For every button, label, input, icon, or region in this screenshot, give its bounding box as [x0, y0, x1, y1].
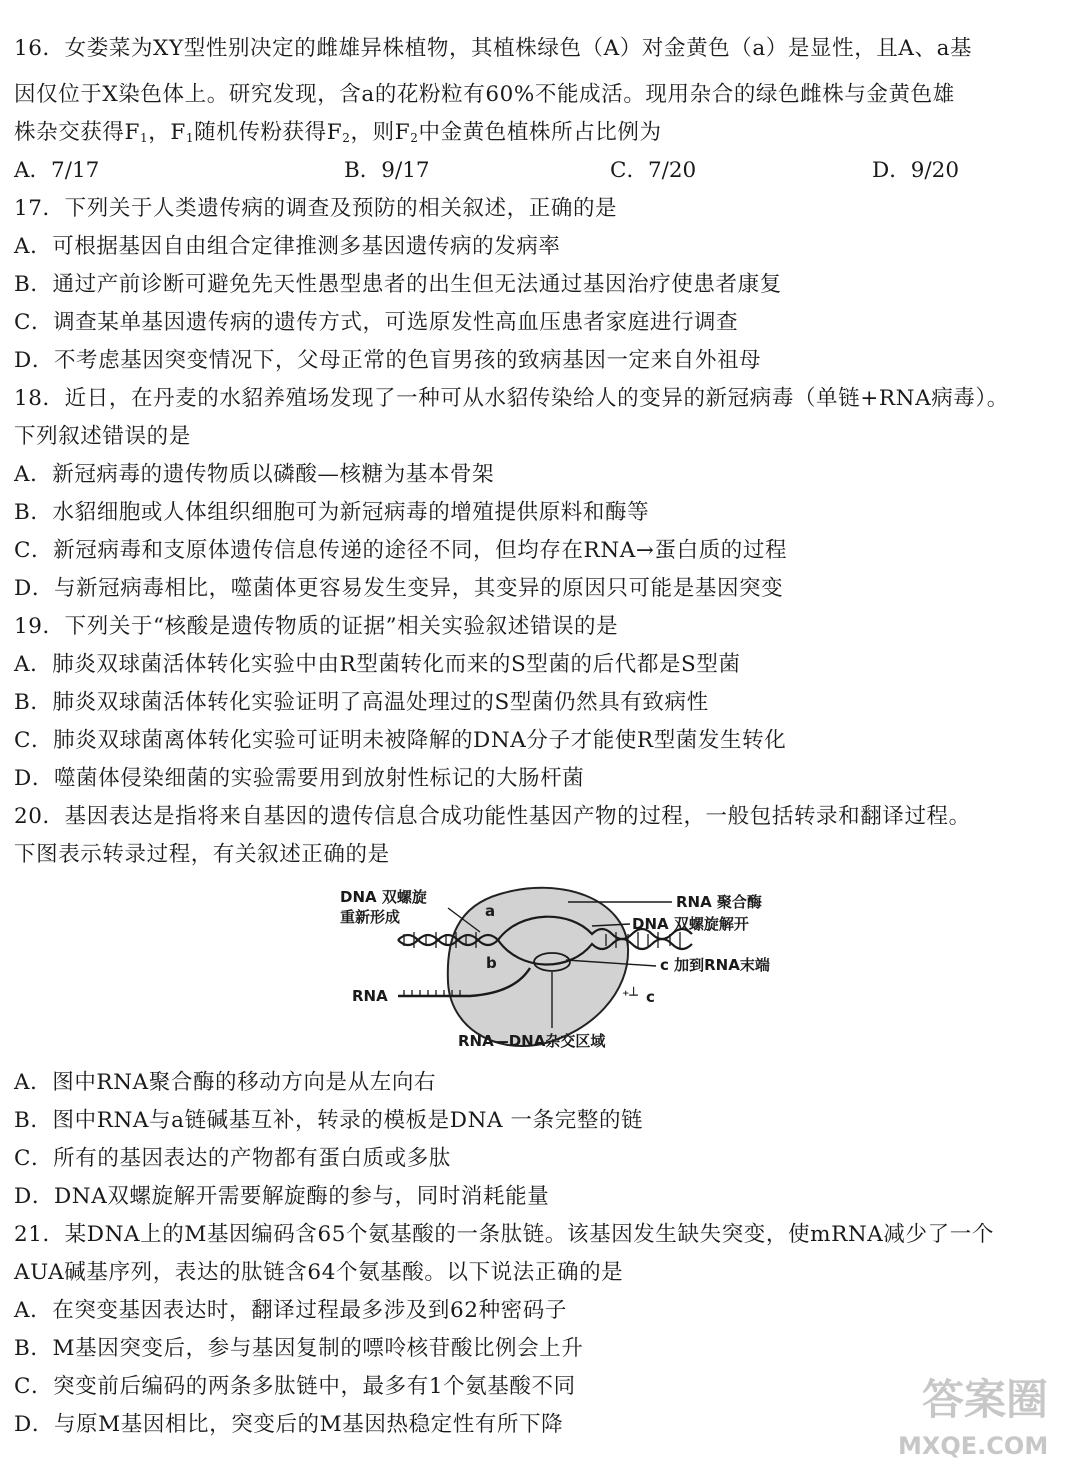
q16-option-a: A．7/17 [14, 158, 100, 183]
label-dna-reform-1: DNA 双螺旋 [340, 888, 427, 906]
q20-stem-line-1: 20．基因表达是指将来自基因的遗传信息合成功能性基因产物的过程，一般包括转录和翻译过程。 [14, 804, 971, 829]
q21-option-d: D．与原M基因相比，突变后的M基因热稳定性有所下降 [14, 1412, 564, 1437]
label-rna: RNA [352, 987, 388, 1005]
q19-option-b: B．肺炎双球菌活体转化实验证明了高温处理过的S型菌仍然具有致病性 [14, 690, 709, 715]
q18-stem-line-2: 下列叙述错误的是 [14, 424, 191, 449]
q20-option-d: D．DNA双螺旋解开需要解旋酶的参与，同时消耗能量 [14, 1184, 550, 1209]
label-c-added: c 加到RNA末端 [660, 956, 770, 974]
q17-stem: 17．下列关于人类遗传病的调查及预防的相关叙述，正确的是 [14, 196, 618, 221]
q21-stem-line-1: 21．某DNA上的M基因编码含65个氨基酸的一条肽链。该基因发生缺失突变，使mRNA减少了一个 [14, 1222, 994, 1247]
q20-option-a: A．图中RNA聚合酶的移动方向是从左向右 [14, 1070, 437, 1095]
q21-option-b: B．M基因突变后，参与基因复制的嘌呤核苷酸比例会上升 [14, 1336, 584, 1361]
q19-option-a: A．肺炎双球菌活体转化实验中由R型菌转化而来的S型菌的后代都是S型菌 [14, 652, 741, 677]
q16-option-b: B．9/17 [344, 158, 430, 183]
q21-option-a: A．在突变基因表达时，翻译过程最多涉及到62种密码子 [14, 1298, 567, 1323]
q17-option-a: A．可根据基因自由组合定律推测多基因遗传病的发病率 [14, 234, 561, 259]
q20-stem-line-2: 下图表示转录过程，有关叙述正确的是 [14, 842, 390, 867]
q19-option-d: D．噬菌体侵染细菌的实验需要用到放射性标记的大肠杆菌 [14, 766, 585, 791]
q17-option-d: D．不考虑基因突变情况下，父母正常的色盲男孩的致病基因一定来自外祖母 [14, 348, 762, 373]
q19-stem: 19．下列关于“核酸是遗传物质的证据”相关实验叙述错误的是 [14, 614, 619, 639]
transcription-diagram [330, 880, 840, 1052]
q20-option-b: B．图中RNA与a链碱基互补，转录的模板是DNA 一条完整的链 [14, 1108, 644, 1133]
q16-stem-line-3: 株杂交获得$F_1$，$F_1$随机传粉获得$F_2$，则$F_2$中金黄色植株所占比例为 [14, 120, 662, 145]
q16-option-c: C．7/20 [610, 158, 697, 183]
q18-stem-line-1: 18．近日，在丹麦的水貂养殖场发现了一种可从水貂传染给人的变异的新冠病毒（单链+RNA病毒）。 [14, 386, 1009, 411]
q16-stem-line-2: 因仅位于X染色体上。研究发现，含a的花粉粒有60%不能成活。现用杂合的绿色雌株与金黄色雄 [14, 82, 955, 107]
q18-option-b: B．水貂细胞或人体组织细胞可为新冠病毒的增殖提供原料和酶等 [14, 500, 650, 525]
q16-options [14, 152, 1070, 190]
label-hybrid-region: RNA—DNA杂交区域 [458, 1032, 606, 1050]
label-a: a [485, 902, 496, 920]
label-b: b [486, 954, 497, 972]
label-c: c [646, 988, 655, 1006]
q20-option-c: C．所有的基因表达的产物都有蛋白质或多肽 [14, 1146, 451, 1171]
nucleotide-c-icon: ⁺┴ [622, 988, 638, 1004]
q17-option-b: B．通过产前诊断可避免先天性愚型患者的出生但无法通过基因治疗使患者康复 [14, 272, 782, 297]
label-dna-reform-2: 重新形成 [340, 908, 401, 926]
q16-option-d: D．9/20 [872, 158, 960, 183]
q18-option-c: C．新冠病毒和支原体遗传信息传递的途径不同，但均存在RNA→蛋白质的过程 [14, 538, 788, 563]
watermark-url: MXQE.COM [898, 1432, 1049, 1460]
watermark-logo [892, 1362, 1072, 1462]
q16-stem-line-1: 16．女娄菜为XY型性别决定的雌雄异株植物，其植株绿色（A）对金黄色（a）是显性，且A、a基 [14, 36, 973, 61]
q21-stem-line-2: AUA碱基序列，表达的肽链含64个氨基酸。以下说法正确的是 [14, 1260, 624, 1285]
watermark-logo-text: 答案圈 [922, 1375, 1049, 1424]
q18-option-a: A．新冠病毒的遗传物质以磷酸—核糖为基本骨架 [14, 462, 495, 487]
label-rna-polymerase: RNA 聚合酶 [676, 893, 762, 911]
label-dna-unwind: DNA 双螺旋解开 [632, 915, 749, 933]
q17-option-c: C．调查某单基因遗传病的遗传方式，可选原发性高血压患者家庭进行调查 [14, 310, 739, 335]
q18-option-d: D．与新冠病毒相比，噬菌体更容易发生变异，其变异的原因只可能是基因突变 [14, 576, 784, 601]
q19-option-c: C．肺炎双球菌离体转化实验可证明未被降解的DNA分子才能使R型菌发生转化 [14, 728, 787, 753]
q21-option-c: C．突变前后编码的两条多肽链中，最多有1个氨基酸不同 [14, 1374, 576, 1399]
